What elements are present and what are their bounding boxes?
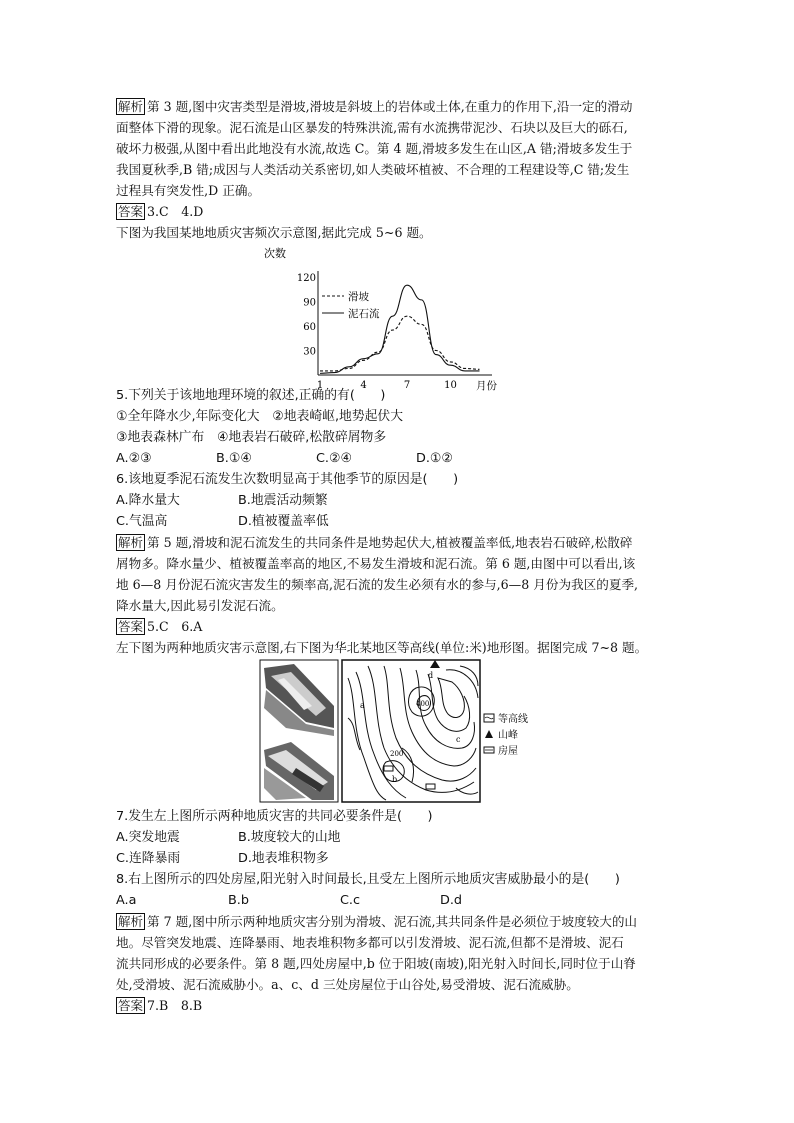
- question-stem: 8.右上图所示的四处房屋,阳光射入时间最长,且受左上图所示地质灾害威胁最小的是( ): [116, 872, 620, 887]
- intro-text-1: 下图为我国某地地质灾害频次示意图,据此完成 5~6 题。: [116, 225, 432, 240]
- option-c[interactable]: C.气温高: [116, 514, 168, 529]
- chart-svg: [116, 243, 686, 392]
- option-a[interactable]: A.②③: [116, 451, 152, 466]
- y-tick-label: 90: [303, 297, 316, 309]
- question-7: [116, 806, 686, 869]
- y-tick-label: 30: [303, 346, 316, 358]
- disaster-figures: [116, 658, 686, 806]
- series-line-landslide: [320, 316, 480, 371]
- document-page: [116, 96, 686, 1016]
- answer-tag: 答案: [118, 998, 144, 1013]
- option-c[interactable]: C.②④: [316, 451, 352, 466]
- analysis-line: 我国夏秋季,B 错;成因与人类活动关系密切,如人类破坏植被、不合理的工程建设等,C 错;发生: [116, 162, 630, 177]
- analysis-block-3: [116, 911, 686, 995]
- question-5: [116, 385, 686, 469]
- legend-label: 山峰: [498, 730, 518, 741]
- option-d[interactable]: D.①②: [416, 451, 453, 466]
- map-label: a: [360, 701, 365, 710]
- legend-label: 滑坡: [348, 291, 369, 303]
- frequency-chart: [116, 243, 686, 392]
- option-d[interactable]: D.地表堆积物多: [238, 851, 329, 866]
- option-a[interactable]: A.a: [116, 893, 137, 908]
- analysis-line: 降水量大,因此易引发泥石流。: [116, 598, 284, 613]
- option-b[interactable]: B.地震活动频繁: [238, 493, 328, 508]
- analysis-line: 第 3 题,图中灾害类型是滑坡,滑坡是斜坡上的岩体或土体,在重力的作用下,沿一定的滑动: [147, 99, 633, 114]
- analysis-line: 地。尽管突发地震、连降暴雨、地表堆积物多都可以引发滑坡、泥石流,但都不是滑坡、泥石: [116, 935, 624, 950]
- legend-label: 房屋: [498, 746, 518, 757]
- question-6: [116, 469, 686, 532]
- analysis-block-1: [116, 96, 686, 201]
- options-row: [116, 890, 686, 911]
- question-8: [116, 869, 686, 911]
- analysis-block-2: [116, 532, 686, 616]
- house-marker: [384, 766, 393, 771]
- map-label: d: [428, 671, 434, 680]
- option-b[interactable]: B.坡度较大的山地: [238, 830, 341, 845]
- options-row: [116, 448, 686, 469]
- question-stem: 5.下列关于该地地理环境的叙述,正确的有( ): [116, 388, 386, 403]
- option-c[interactable]: C.连降暴雨: [116, 851, 181, 866]
- option-d[interactable]: D.植被覆盖率低: [238, 514, 329, 529]
- analysis-line: 破坏力极强,从图中看出此地没有水流,故选 C。第 4 题,滑坡多发生在山区,A 错;滑坡多发生于: [116, 141, 633, 156]
- option-d[interactable]: D.d: [440, 893, 463, 908]
- option-a[interactable]: A.降水量大: [116, 493, 180, 508]
- option-b[interactable]: B.①④: [216, 451, 252, 466]
- option-b[interactable]: B.b: [228, 893, 249, 908]
- map-label: c: [456, 735, 461, 744]
- option-c[interactable]: C.c: [340, 893, 361, 908]
- answer-tag: 答案: [118, 204, 144, 219]
- x-axis-label: 月份: [476, 380, 497, 392]
- analysis-tag: 解析: [118, 535, 144, 550]
- analysis-line: 流共同形成的必要条件。第 8 题,四处房屋中,b 位于阳坡(南坡),阳光射入时间长,同时位于山脊: [116, 956, 636, 971]
- analysis-line: 过程具有突发性,D 正确。: [116, 183, 261, 198]
- map-label: 200: [390, 750, 404, 758]
- x-tick-label: 7: [403, 380, 411, 391]
- legend-label: 等高线: [498, 714, 528, 725]
- answer-block-1: [116, 201, 686, 222]
- analysis-line: 处,受滑坡、泥石流威胁小。a、c、d 三处房屋位于山谷处,易受滑坡、泥石流威胁。: [116, 977, 579, 992]
- x-tick-label: 4: [360, 380, 367, 391]
- series-line-debris-flow: [320, 285, 480, 373]
- peak-legend-icon: [485, 730, 493, 738]
- answer-text: 7.B 8.B: [147, 998, 203, 1013]
- options-row: [116, 848, 686, 869]
- y-tick-label: 60: [303, 322, 316, 333]
- answer-text: 3.C 4.D: [147, 204, 204, 219]
- analysis-tag: 解析: [118, 914, 144, 929]
- map-legend: [484, 712, 528, 757]
- analysis-line: 地 6—8 月份泥石流灾害发生的频率高,泥石流的发生必须有水的参与,6—8 月份为我区的夏季,: [116, 577, 639, 592]
- x-tick-label: 10: [444, 380, 457, 391]
- answer-tag: 答案: [118, 619, 144, 634]
- options-row: [116, 827, 686, 848]
- intro-text-2: 左下图为两种地质灾害示意图,右下图为华北某地区等高线(单位:米)地形图。据图完成 7~8 题。: [116, 640, 648, 655]
- analysis-line: 第 7 题,图中所示两种地质灾害分别为滑坡、泥石流,其共同条件是必须位于坡度较大的山: [147, 914, 638, 929]
- analysis-tag: 解析: [118, 99, 144, 114]
- question-item: ①全年降水少,年际变化大 ②地表崎岖,地势起伏大: [116, 409, 404, 424]
- answer-text: 5.C 6.A: [147, 619, 203, 634]
- contour-map: [342, 660, 480, 802]
- y-tick-label: 120: [296, 273, 316, 284]
- analysis-line: 第 5 题,滑坡和泥石流发生的共同条件是地势起伏大,植被覆盖率低,地表岩石破碎,松散碎: [147, 535, 633, 550]
- question-stem: 6.该地夏季泥石流发生次数明显高于其他季节的原因是( ): [116, 472, 459, 487]
- question-item: ③地表森林广布 ④地表岩石破碎,松散碎屑物多: [116, 430, 387, 445]
- disaster-photos: [260, 660, 338, 802]
- answer-block-3: [116, 995, 686, 1016]
- chart-legend: [322, 290, 380, 320]
- house-marker: [426, 784, 435, 789]
- options-row: [116, 511, 686, 532]
- map-label: 400: [416, 700, 430, 708]
- question-stem: 7.发生左上图所示两种地质灾害的共同必要条件是( ): [116, 809, 433, 824]
- analysis-line: 屑物多。降水量少、植被覆盖率高的地区,不易发生滑坡和泥石流。第 6 题,由图中可以看出,该: [116, 556, 636, 571]
- answer-block-2: [116, 616, 686, 637]
- y-axis-label: 次数: [264, 247, 286, 260]
- option-a[interactable]: A.突发地震: [116, 830, 180, 845]
- options-row: [116, 490, 686, 511]
- x-tick-label: 1: [316, 380, 324, 391]
- legend-label: 泥石流: [348, 308, 380, 320]
- figures-svg: [116, 658, 686, 806]
- map-label: b: [392, 775, 398, 784]
- analysis-line: 面整体下滑的现象。泥石流是山区暴发的特殊洪流,需有水流携带泥沙、石块以及巨大的砾石,: [116, 120, 628, 135]
